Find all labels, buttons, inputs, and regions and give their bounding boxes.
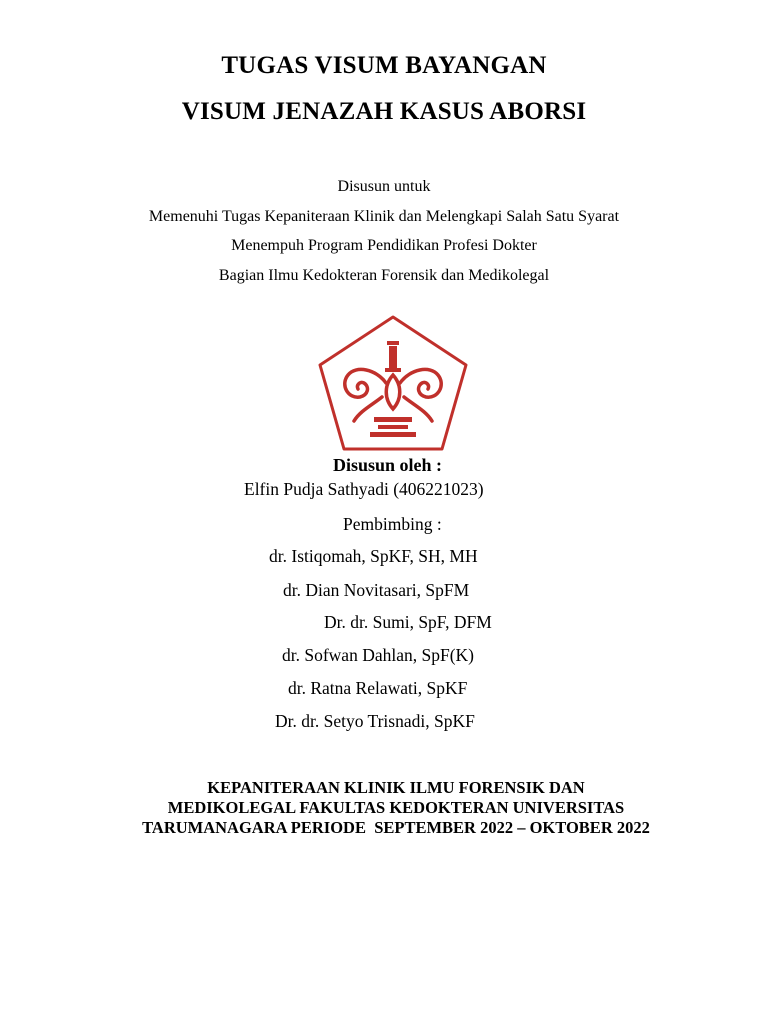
footer-line: MEDIKOLEGAL FAKULTAS KEDOKTERAN UNIVERSITAS (167, 798, 625, 817)
institution-footer (0, 778, 768, 838)
supervisor-name: dr. Dian Novitasari, SpFM (283, 580, 470, 600)
supervisor-name: dr. Ratna Relawati, SpKF (288, 678, 468, 698)
supervisor-name: Dr. dr. Setyo Trisnadi, SpKF (275, 711, 475, 731)
purpose-line: Disusun untuk (337, 178, 431, 195)
author-label: Disusun oleh : (333, 455, 443, 475)
supervisor-name: dr. Istiqomah, SpKF, SH, MH (269, 546, 478, 566)
university-seal-icon (316, 313, 470, 453)
footer-line: KEPANITERAAN KLINIK ILMU FORENSIK DAN (207, 778, 585, 797)
document-subtitle: VISUM JENAZAH KASUS ABORSI (181, 98, 587, 125)
supervisors-label: Pembimbing : (343, 514, 442, 534)
supervisor-name: dr. Sofwan Dahlan, SpF(K) (282, 645, 474, 665)
purpose-block (0, 172, 768, 290)
author-name: Elfin Pudja Sathyadi (406221023) (244, 479, 484, 499)
purpose-line: Bagian Ilmu Kedokteran Forensik dan Medikolegal (218, 266, 550, 284)
purpose-line: Menempuh Program Pendidikan Profesi Dokter (231, 237, 537, 254)
supervisor-name: Dr. dr. Sumi, SpF, DFM (324, 612, 492, 632)
footer-line: TARUMANAGARA PERIODE SEPTEMBER 2022 – OKTOBER 2022 (142, 818, 650, 837)
purpose-line: Memenuhi Tugas Kepaniteraan Klinik dan Melengkapi Salah Satu Syarat (148, 207, 620, 225)
document-title: TUGAS VISUM BAYANGAN (221, 52, 547, 79)
